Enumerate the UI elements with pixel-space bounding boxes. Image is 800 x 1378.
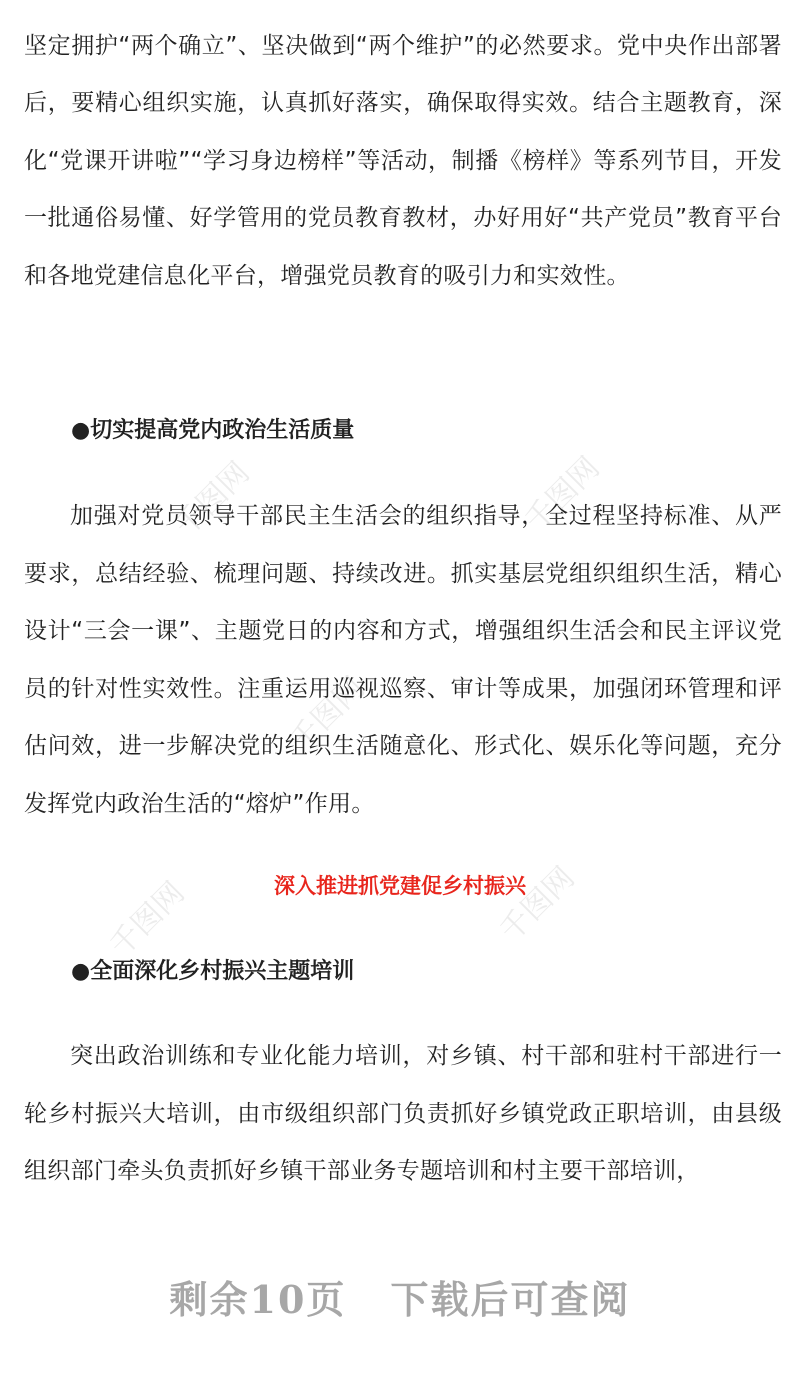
section-heading-political-life: ●切实提高党内政治生活质量: [71, 418, 355, 443]
chapter-title: 深入推进抓党建促乡村振兴: [274, 874, 526, 898]
remaining-pages-label: 剩余10页: [169, 1277, 347, 1322]
download-prompt[interactable]: [0, 1275, 800, 1325]
section-heading-rural-training: ●全面深化乡村振兴主题培训: [71, 959, 355, 984]
intro-paragraph: 坚定拥护“两个确立”、坚决做到“两个维护”的必然要求。党中央作出部署后，要精心组织实施，认真抓好落实，确保取得实效。结合主题教育，深化“党课开讲啦”“学习身边榜样”等活动，制播《榜样》等系列节目，开发一批通俗易懂、好学管用的党员教育教材，办好用好“共产党员”教育平台和各地党建信息化平台，增强党员教育的吸引力和实效性。: [24, 32, 782, 289]
rural-training-paragraph: 突出政治训练和专业化能力培训，对乡镇、村干部和驻村干部进行一轮乡村振兴大培训，由市级组织部门负责抓好乡镇党政正职培训，由县级组织部门牵头负责抓好乡镇干部业务专题培训和村主要干部培训，: [24, 1043, 782, 1184]
watermark: 千图网: [283, 670, 372, 759]
watermark: 千图网: [493, 860, 582, 949]
political-life-paragraph: 加强对党员领导干部民主生活会的组织指导，全过程坚持标准、从严要求，总结经验、梳理问题、持续改进。抓实基层党组织组织生活，精心设计“三会一课”、主题党日的内容和方式，增强组织生活会和民主评议党员的针对性实效性。注重运用巡视巡察、审计等成果，加强闭环管理和评估问效，进一步解决党的组织生活随意化、形式化、娱乐化等问题，充分发挥党内政治生活的“熔炉”作用。: [24, 503, 782, 817]
watermark: 千图网: [518, 450, 607, 539]
watermark: 千图网: [168, 455, 257, 544]
watermark: 千图网: [103, 875, 192, 964]
download-to-read-label: 下载后可查阅: [390, 1277, 631, 1322]
